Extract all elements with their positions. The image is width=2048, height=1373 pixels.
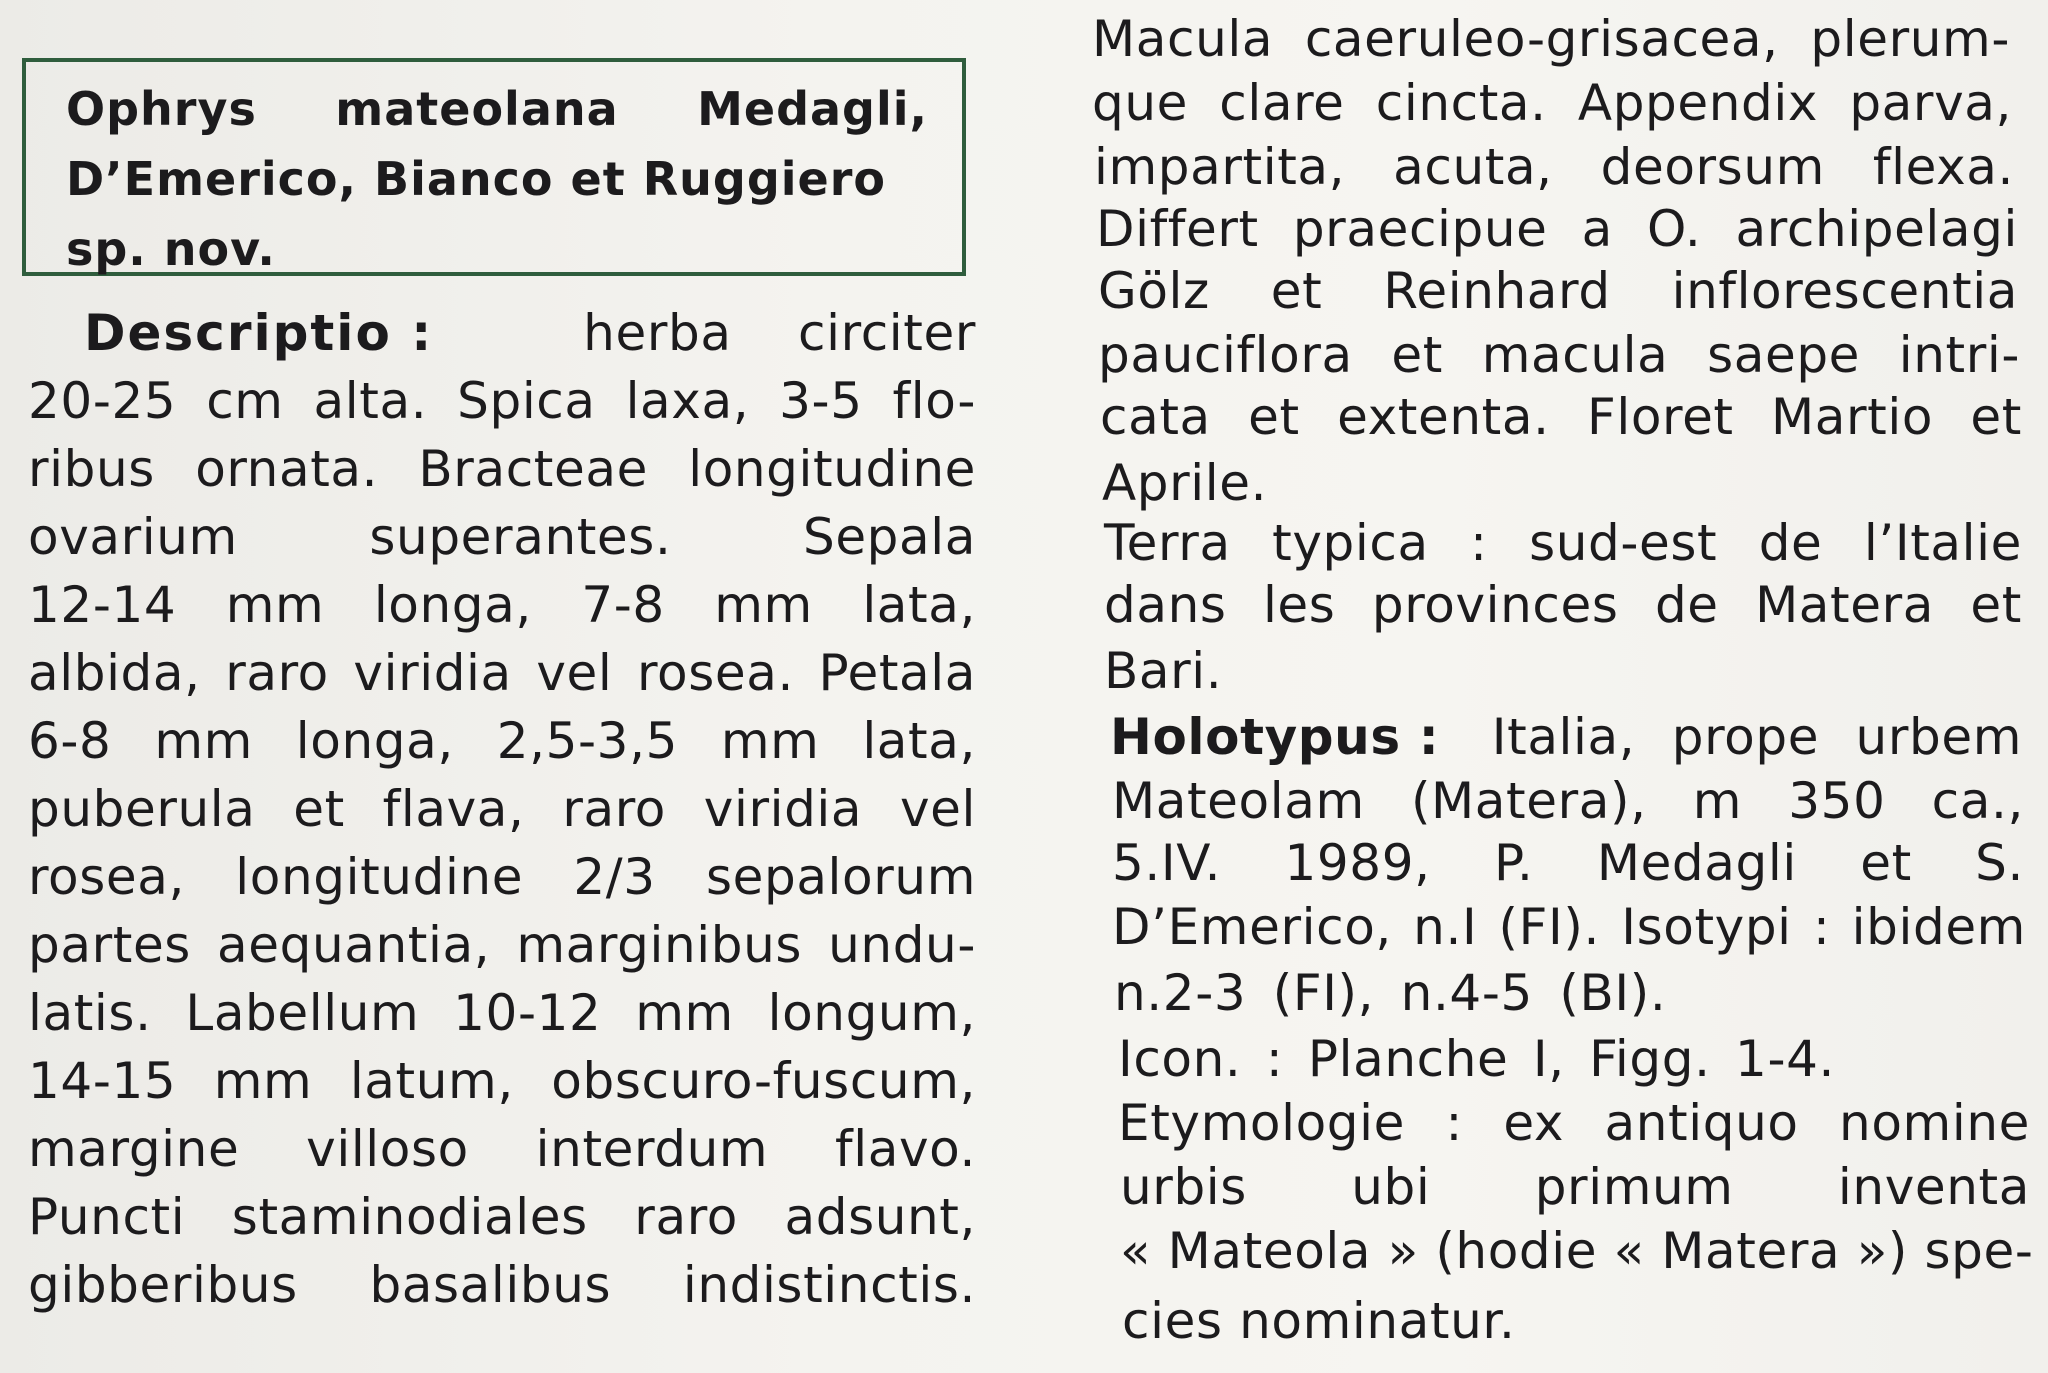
left-line: partes aequantia, marginibus undu- [28, 916, 976, 974]
right-line: urbis ubi primum inventa [1120, 1158, 2030, 1216]
left-line: rosea, longitudine 2/3 sepalorum [28, 848, 976, 906]
title-line-1: Ophrys mateolana Medagli, [66, 82, 928, 136]
right-line: cies nominatur. [1122, 1292, 1516, 1350]
right-line: Icon. : Planche I, Figg. 1-4. [1118, 1030, 1836, 1088]
right-line: Etymologie : ex antiquo nomine [1118, 1094, 2030, 1152]
left-line: 14-15 mm latum, obscuro-fuscum, [28, 1052, 976, 1110]
holotypus-line [1110, 708, 2022, 766]
left-line: 20-25 cm alta. Spica laxa, 3-5 flo- [28, 372, 976, 430]
descriptio-label: Descriptio : [84, 304, 434, 362]
left-line: 12-14 mm longa, 7-8 mm lata, [28, 576, 976, 634]
title-line-3: sp. nov. [66, 222, 276, 276]
left-line: Puncti staminodiales raro adsunt, [28, 1188, 976, 1246]
left-line: margine villoso interdum flavo. [28, 1120, 976, 1178]
right-line: n.2-3 (FI), n.4-5 (BI). [1114, 964, 1667, 1022]
terra-line: dans les provinces de Matera et [1104, 576, 2022, 634]
holotypus-text: Italia, prope urbem [1491, 708, 2022, 766]
right-line: impartita, acuta, deorsum flexa. [1094, 138, 2014, 196]
species-title-box [22, 58, 966, 276]
right-line: 5.IV. 1989, P. Medagli et S. [1112, 834, 2024, 892]
terra-line: Bari. [1104, 642, 1223, 700]
right-line: Mateolam (Matera), m 350 ca., [1112, 772, 2024, 830]
descriptio-line [84, 304, 976, 362]
right-line: D’Emerico, n.I (FI). Isotypi : ibidem [1112, 898, 2026, 956]
right-line: Macula caeruleo-grisacea, plerum- [1092, 10, 2010, 68]
left-line: ribus ornata. Bracteae longitudine [28, 440, 976, 498]
right-line: Gölz et Reinhard inflorescentia [1098, 262, 2018, 320]
right-line: cata et extenta. Floret Martio et [1100, 388, 2022, 446]
terra-line: Terra typica : sud-est de l’Italie [1104, 514, 2022, 572]
left-line: puberula et flava, raro viridia vel [28, 780, 976, 838]
left-line: gibberibus basalibus indistinctis. [28, 1256, 976, 1314]
left-line: ovarium superantes. Sepala [28, 508, 976, 566]
right-line: Aprile. [1102, 454, 1268, 512]
left-line: 6-8 mm longa, 2,5-3,5 mm lata, [28, 712, 976, 770]
left-line: latis. Labellum 10-12 mm longum, [28, 984, 976, 1042]
right-line: Differt praecipue a O. archipelagi [1096, 200, 2018, 258]
holotypus-label: Holotypus : [1110, 708, 1440, 766]
right-line: que clare cincta. Appendix parva, [1092, 74, 2012, 132]
right-line: pauciflora et macula saepe intri- [1098, 326, 2020, 384]
descriptio-text: herba circiter [583, 304, 976, 362]
left-line: albida, raro viridia vel rosea. Petala [28, 644, 976, 702]
title-line-2: D’Emerico, Bianco et Ruggiero [66, 152, 887, 206]
right-line: « Mateola » (hodie « Matera ») spe- [1120, 1222, 2034, 1280]
